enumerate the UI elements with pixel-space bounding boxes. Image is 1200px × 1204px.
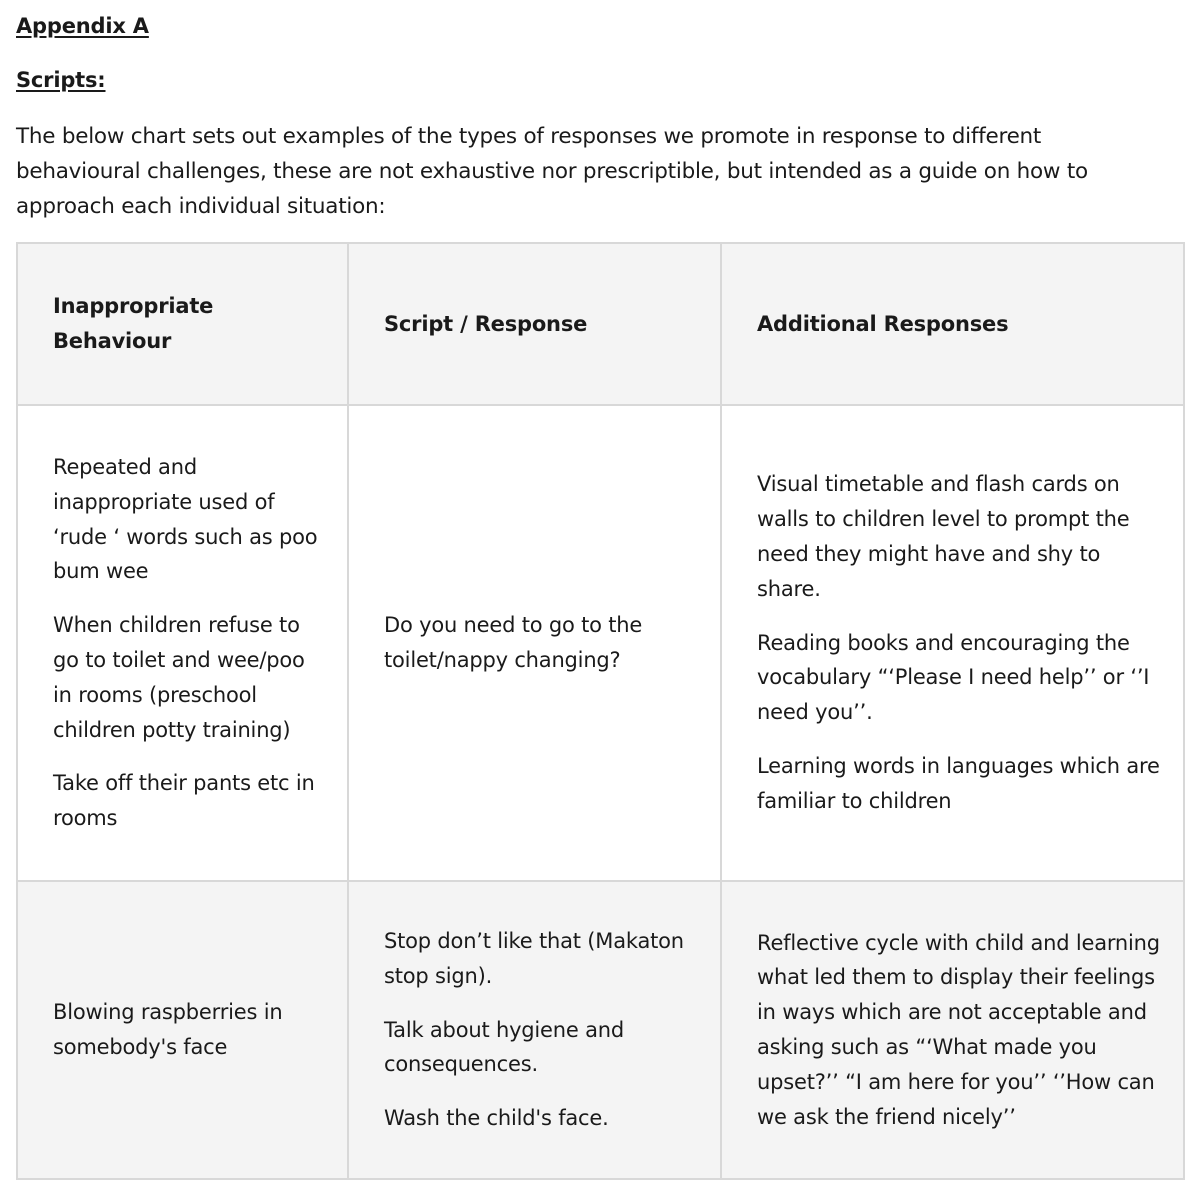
intro-paragraph: The below chart sets out examples of the types of responses we promote in response to different behavioural challenges, these are not exhaustive nor prescriptible, but intended as a guide on how to approach each individual situation: <box>16 124 1088 219</box>
script-cell <box>348 405 721 881</box>
table-header-row <box>17 243 1184 405</box>
header-script: Script / Response <box>348 243 721 405</box>
table-row <box>17 405 1184 881</box>
scripts-title: Scripts: <box>16 68 106 92</box>
behaviour-text: Blowing raspberries in somebody's face <box>53 1000 283 1059</box>
additional-text: Visual timetable and flash cards on walls to children level to prompt the need they might have and shy to share. <box>757 472 1130 601</box>
behaviour-cell <box>17 405 348 881</box>
additional-text: Reading books and encouraging the vocabulary “‘Please I need help’’ or ‘’I need you’’. <box>757 630 1150 725</box>
behaviour-text: Take off their pants etc in rooms <box>53 771 315 831</box>
additional-text: Learning words in languages which are familiar to children <box>757 753 1160 813</box>
script-text: Stop don’t like that (Makaton stop sign). <box>384 929 684 988</box>
script-text: Talk about hygiene and consequences. <box>384 1017 624 1077</box>
table-row <box>17 881 1184 1179</box>
behaviour-cell <box>17 881 348 1179</box>
script-text: Do you need to go to the toilet/nappy changing? <box>384 613 643 672</box>
script-text: Wash the child's face. <box>384 1106 609 1131</box>
behaviour-text: When children refuse to go to toilet and wee/poo in rooms (preschool children potty training) <box>53 613 305 742</box>
header-behaviour: Inappropriate Behaviour <box>17 243 348 405</box>
header-additional: Additional Responses <box>721 243 1184 405</box>
additional-cell <box>721 881 1184 1179</box>
appendix-title: Appendix A <box>16 14 149 38</box>
script-cell <box>348 881 721 1179</box>
behaviour-response-table <box>16 242 1185 1180</box>
behaviour-text: Repeated and inappropriate used of ‘rude ‘ words such as poo bum wee <box>53 455 318 584</box>
additional-cell <box>721 405 1184 881</box>
additional-text: Reflective cycle with child and learning what led them to display their feelings in ways which are not acceptable and asking such as “‘What made you upset?’’ “I am here for you’’ ‘’How can we ask the friend nicely’’ <box>757 930 1160 1129</box>
